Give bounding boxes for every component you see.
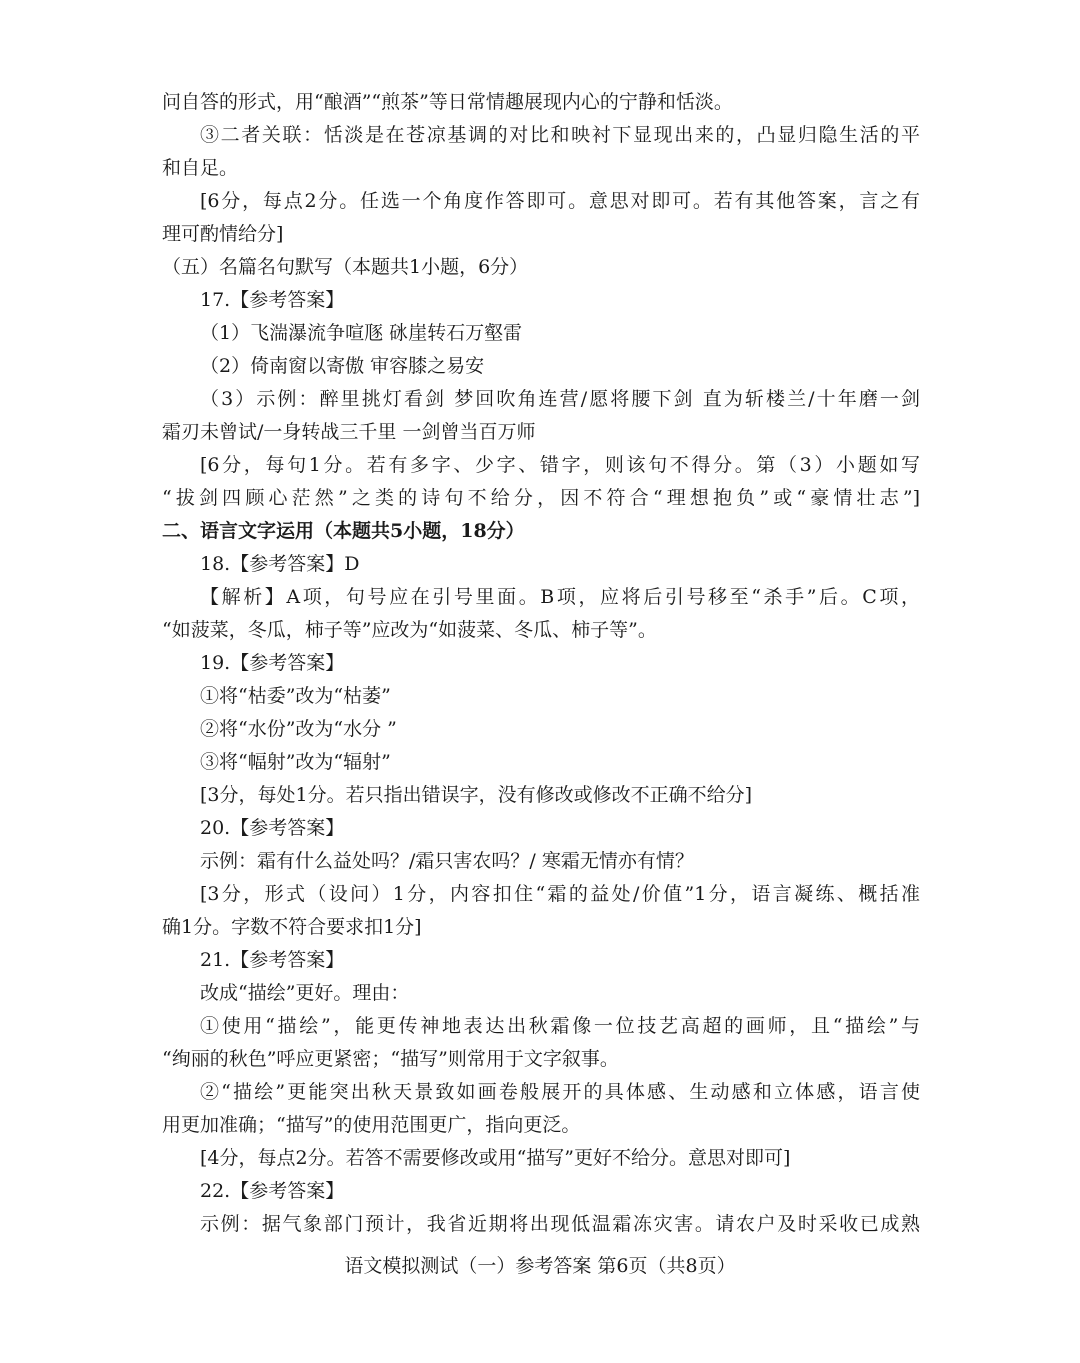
- text-line: 【解析】A项，句号应在引号里面。B项，应将后引号移至“杀手”后。C项，: [200, 586, 920, 608]
- text-line: 改成“描绘”更好。理由：: [200, 982, 410, 1004]
- answer-heading: 20.【参考答案】: [200, 817, 345, 839]
- answer-heading: 21.【参考答案】: [200, 949, 345, 971]
- text-line: “如菠菜，冬瓜，柿子等”应改为“如菠菜、冬瓜、柿子等”。: [162, 619, 657, 641]
- text-line: 霜刃未曾试/一身转战三千里 一剑曾当百万师: [162, 421, 536, 443]
- text-line: 和自足。: [162, 157, 239, 179]
- text-line: ①使用“描绘”，能更传神地表达出秋霜像一位技艺高超的画师，且“描绘”与: [200, 1015, 920, 1037]
- section-heading: （五）名篇名句默写（本题共1小题，6分）: [162, 256, 529, 278]
- text-line: [6分，每句1分。若有多字、少字、错字，则该句不得分。第（3）小题如写: [200, 454, 920, 476]
- text-line: “拔剑四顾心茫然”之类的诗句不给分，因不符合“理想抱负”或“豪情壮志”]: [162, 487, 920, 509]
- text-line: 用更加准确；“描写”的使用范围更广，指向更泛。: [162, 1114, 581, 1136]
- text-line: ②将“水份”改为“水分 ”: [200, 718, 397, 740]
- text-line: （3）示例：醉里挑灯看剑 梦回吹角连营/愿将腰下剑 直为斩楼兰/十年磨一剑: [200, 388, 920, 410]
- answer-heading: 18.【参考答案】D: [200, 553, 360, 575]
- text-line: 示例：据气象部门预计，我省近期将出现低温霜冻灾害。请农户及时采收已成熟: [200, 1213, 920, 1235]
- text-line: ③二者关联：恬淡是在苍凉基调的对比和映衬下显现出来的，凸显归隐生活的平: [200, 124, 920, 146]
- page-footer: 语文模拟测试（一）参考答案 第6页（共8页）: [344, 1255, 736, 1277]
- section-heading: 二、语言文字运用（本题共5小题，18分）: [162, 520, 525, 542]
- text-line: 理可酌情给分]: [162, 223, 284, 245]
- text-line: [4分，每点2分。若答不需要修改或用“描写”更好不给分。意思对即可]: [200, 1147, 791, 1169]
- text-line: “绚丽的秋色”呼应更紧密；“描写”则常用于文字叙事。: [162, 1048, 619, 1070]
- text-line: [3分，形式（设问）1分，内容扣住“霜的益处/价值”1分，语言凝练、概括准: [200, 883, 920, 905]
- text-line: ②“描绘”更能突出秋天景致如画卷般展开的具体感、生动感和立体感，语言使: [200, 1081, 920, 1103]
- text-line: [6分，每点2分。任选一个角度作答即可。意思对即可。若有其他答案，言之有: [200, 190, 920, 212]
- text-line: （2）倚南窗以寄傲 审容膝之易安: [200, 355, 485, 377]
- text-line: 示例：霜有什么益处吗？/霜只害农吗？/ 寒霜无情亦有情？: [200, 850, 694, 872]
- answer-heading: 22.【参考答案】: [200, 1180, 345, 1202]
- text-line: [3分，每处1分。若只指出错误字，没有修改或修改不正确不给分]: [200, 784, 753, 806]
- text-line: （1）飞湍瀑流争喧豗 砯崖转石万壑雷: [200, 322, 523, 344]
- text-line: ③将“幅射”改为“辐射”: [200, 751, 391, 773]
- answer-heading: 19.【参考答案】: [200, 652, 345, 674]
- text-line: 问自答的形式，用“酿酒”“煎茶”等日常情趣展现内心的宁静和恬淡。: [162, 91, 733, 113]
- answer-heading: 17.【参考答案】: [200, 289, 345, 311]
- text-line: 确1分。字数不符合要求扣1分]: [162, 916, 422, 938]
- text-line: ①将“枯委”改为“枯萎”: [200, 685, 391, 707]
